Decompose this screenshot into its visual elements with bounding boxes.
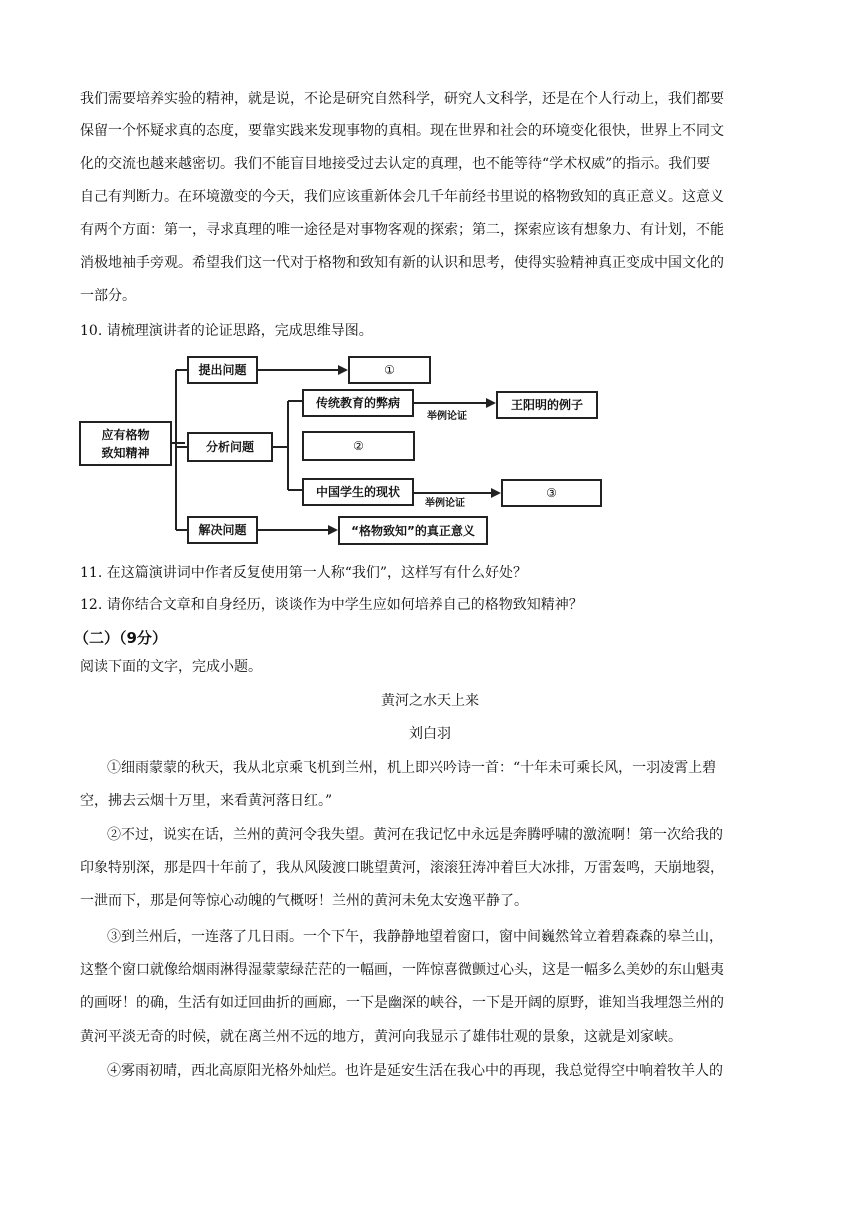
article-line: 一泄而下，那是何等惊心动魄的气概呀！兰州的黄河未免太安逸平静了。 [80, 893, 528, 909]
blank-node-1 [348, 356, 431, 384]
mind-map-connectors [0, 0, 860, 560]
node-label: “格物致知”的真正意义 [351, 523, 475, 538]
article-author: 刘白羽 [409, 726, 451, 742]
question-10: 10. 请梳理演讲者的论证思路，完成思维导图。 [80, 323, 373, 339]
root-label: 应有格物 致知精神 [101, 427, 150, 460]
node-true-meaning [338, 516, 488, 545]
node-students-status [302, 478, 414, 506]
node-label: 传统教育的弊病 [315, 396, 400, 410]
root-node [79, 421, 172, 466]
blank-label: ③ [546, 486, 557, 500]
node-solve-problem [187, 516, 258, 544]
node-raise-problem [187, 356, 258, 384]
instruction: 阅读下面的文字，完成小题。 [80, 659, 262, 675]
question-12: 12. 请你结合文章和自身经历，谈谈作为中学生应如何培养自己的格物致知精神？ [80, 597, 583, 613]
question-11: 11. 在这篇演讲词中作者反复使用第一人称“我们”，这样写有什么好处？ [80, 565, 528, 581]
article-line: ②不过，说实在话，兰州的黄河令我失望。黄河在我记忆中永远是奔腾呼啸的激流啊！第一次给我的 [107, 827, 723, 843]
node-wang-yangming [496, 391, 598, 419]
blank-label: ② [353, 439, 364, 453]
article-line: 这整个窗口就像给烟雨淋得湿蒙蒙绿茫茫的一幅画，一阵惊喜微颤过心头，这是一幅多么美妙的东山魁夷 [80, 962, 724, 978]
node-label: 分析问题 [205, 440, 254, 454]
article-line: 黄河平淡无奇的时候，就在离兰州不远的地方，黄河向我显示了雄伟壮观的景象，这就是刘家峡。 [80, 1029, 682, 1045]
passage-line: 自己有判断力。在环境激变的今天，我们应该重新体会几千年前经书里说的格物致知的真正意义。这意义 [80, 189, 724, 205]
article-line: 空，拂去云烟十万里，来看黄河落日红。” [80, 793, 333, 809]
article-line: ④雾雨初晴，西北高原阳光格外灿烂。也许是延安生活在我心中的再现，我总觉得空中响着牧羊人的 [107, 1063, 723, 1079]
article-line: 的画呀！的确，生活有如迂回曲折的画廊，一下是幽深的峡谷，一下是开阔的原野，谁知当我埋怨兰州的 [80, 995, 724, 1011]
passage-line: 一部分。 [80, 288, 136, 304]
blank-node-3 [501, 479, 602, 507]
passage-line: 消极地袖手旁观。希望我们这一代对于格物和致知有新的认识和思考，使得实验精神真正变成中国文化的 [80, 255, 724, 271]
article-line: 印象特别深，那是四十年前了，我从风陵渡口眺望黄河，滚滚狂涛冲着巨大冰排，万雷轰鸣，天崩地裂， [80, 860, 724, 876]
passage-line: 有两个方面：第一，寻求真理的唯一途径是对事物客观的探索；第二，探索应该有想象力、有计划，不能 [80, 222, 724, 238]
article-line: ①细雨蒙蒙的秋天，我从北京乘飞机到兰州，机上即兴吟诗一首：“十年未可乘长风，一羽凌霄上碧 [107, 760, 717, 776]
node-label: 王阳明的例子 [510, 398, 583, 412]
blank-node-2 [302, 431, 415, 461]
node-analyze-problem [187, 432, 273, 462]
section-heading: （二）（9分） [74, 629, 167, 647]
node-label: 解决问题 [198, 523, 247, 537]
passage-line: 保留一个怀疑求真的态度，要靠实践来发现事物的真相。现在世界和社会的环境变化很快，世界上不同文 [80, 123, 724, 139]
argument-label: 举例论证 [425, 498, 465, 509]
passage-line: 我们需要培养实验的精神，就是说，不论是研究自然科学，研究人文科学，还是在个人行动上，我们都要 [80, 91, 724, 107]
argument-label: 举例论证 [427, 411, 467, 422]
node-traditional-education [302, 389, 414, 417]
node-label: 中国学生的现状 [315, 485, 400, 499]
article-line: ③到兰州后，一连落了几日雨。一个下午，我静静地望着窗口，窗中间巍然耸立着碧森森的皋兰山， [107, 929, 723, 945]
passage-line: 化的交流也越来越密切。我们不能盲目地接受过去认定的真理，也不能等待“学术权威”的指示。我们要 [80, 156, 711, 172]
blank-label: ① [384, 363, 395, 377]
node-label: 提出问题 [198, 363, 247, 377]
article-title: 黄河之水天上来 [381, 693, 479, 709]
